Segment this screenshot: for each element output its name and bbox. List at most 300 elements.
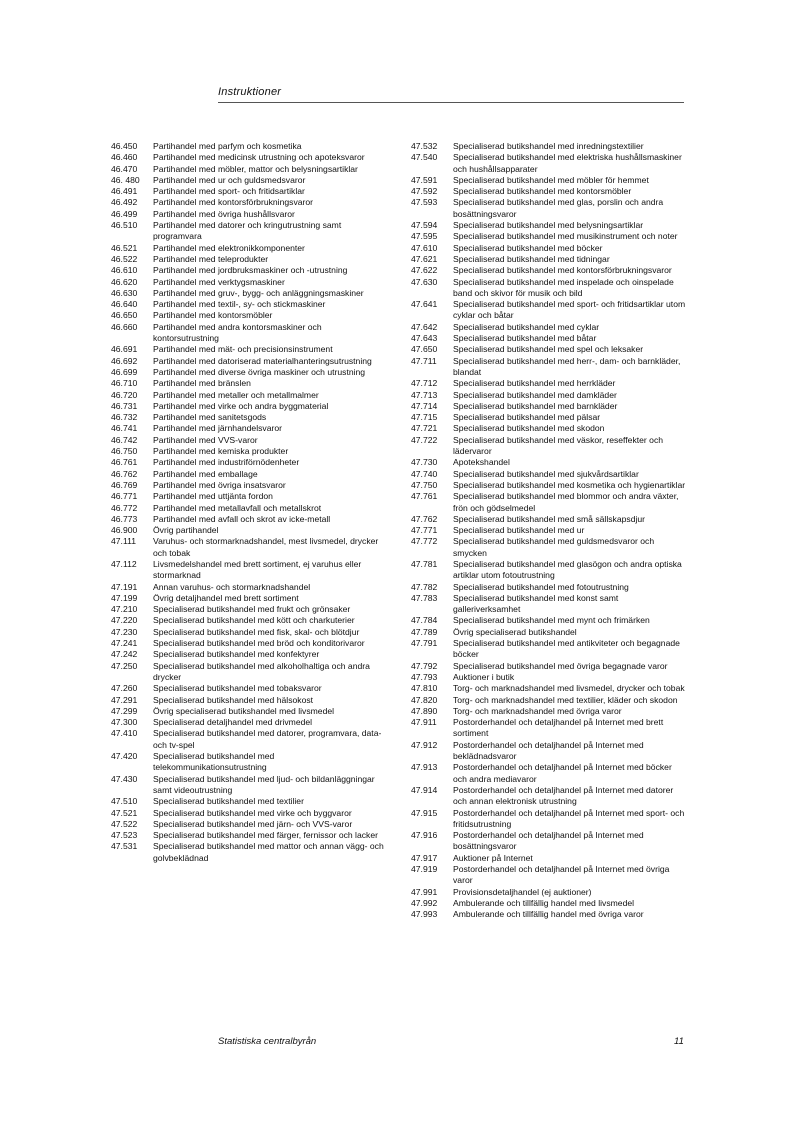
entry-description: Partihandel med diverse övriga maskiner och utrustning <box>153 366 366 377</box>
code-entry <box>111 808 386 819</box>
entry-code: 46.522 <box>111 253 138 264</box>
entry-description: Partihandel med emballage <box>153 468 258 479</box>
entry-code: 47.722 <box>411 434 438 445</box>
code-entry <box>411 344 686 355</box>
code-entry <box>411 887 686 898</box>
entry-description: Partihandel med gruv-, bygg- och anläggningsmaskiner <box>153 287 364 298</box>
entry-description: Specialiserad butikshandel med barnkläder <box>453 400 618 411</box>
code-entry <box>111 446 386 457</box>
code-entry <box>111 243 386 254</box>
entry-code: 46.620 <box>111 276 138 287</box>
entry-description: Varuhus- och stormarknadshandel, mest livsmedel, drycker och tobak <box>153 536 379 558</box>
entry-code: 47.622 <box>411 265 438 276</box>
code-entry <box>111 593 386 604</box>
entry-code: 46.460 <box>111 152 138 163</box>
entry-description: Specialiserad butikshandel med damkläder <box>453 389 617 400</box>
code-entry <box>111 604 386 615</box>
code-entry <box>411 254 686 265</box>
entry-code: 47.650 <box>411 344 438 355</box>
entry-description: Specialiserad butikshandel med fotoutrustning <box>453 581 629 592</box>
entry-code: 46.470 <box>111 163 138 174</box>
entry-description: Annan varuhus- och stormarknadshandel <box>153 581 311 592</box>
code-entry <box>111 141 386 152</box>
code-entry <box>411 186 686 197</box>
entry-description: Specialiserad butikshandel med blommor och andra växter, frön och gödselmedel <box>453 491 679 513</box>
entry-code: 47.715 <box>411 412 438 423</box>
entry-description: Specialiserad butikshandel med skodon <box>453 423 605 434</box>
entry-code: 46.741 <box>111 423 138 434</box>
entry-description: Postorderhandel och detaljhandel på Internet med brett sortiment <box>453 717 664 739</box>
code-entry <box>111 265 386 276</box>
code-entry <box>111 356 386 367</box>
entry-description: Specialiserad butikshandel med bröd och konditorivaror <box>153 638 365 649</box>
page-title: Instruktioner <box>218 86 282 98</box>
entry-code: 47.642 <box>411 321 438 332</box>
code-entry <box>411 740 686 763</box>
entry-description: Provisionsdetaljhandel (ej auktioner) <box>453 886 592 897</box>
code-entry <box>111 412 386 423</box>
entry-code: 47.913 <box>411 762 438 773</box>
entry-description: Partihandel med avfall och skrot av icke-metall <box>153 513 331 524</box>
entry-description: Specialiserad butikshandel med inredningstextilier <box>453 141 644 151</box>
code-entry <box>111 683 386 694</box>
code-entry <box>411 695 686 706</box>
entry-code: 46.710 <box>111 378 138 389</box>
entry-description: Partihandel med virke och andra byggmaterial <box>153 400 329 411</box>
entry-description: Specialiserad butikshandel med järn- och VVS-varor <box>153 818 353 829</box>
entry-code: 46.692 <box>111 355 138 366</box>
entry-code: 47.191 <box>111 581 138 592</box>
entry-code: 47.112 <box>111 558 137 569</box>
code-entry <box>111 841 386 864</box>
entry-description: Postorderhandel och detaljhandel på Internet med böcker och andra mediavaror <box>453 762 672 784</box>
entry-code: 47.523 <box>111 830 138 841</box>
code-entry <box>411 661 686 672</box>
entry-description: Specialiserad butikshandel med textilier <box>153 796 304 807</box>
code-entry <box>411 412 686 423</box>
code-entry <box>111 582 386 593</box>
entry-description: Partihandel med mät- och precisionsinstrument <box>153 344 333 355</box>
code-entry <box>411 231 686 242</box>
entry-code: 46.742 <box>111 434 138 445</box>
code-entry <box>111 164 386 175</box>
entry-code: 47.993 <box>411 909 438 920</box>
entry-code: 47.199 <box>111 592 138 603</box>
code-entry <box>111 469 386 480</box>
code-entry <box>111 209 386 220</box>
entry-code: 47.915 <box>411 807 438 818</box>
entry-code: 46.450 <box>111 141 138 151</box>
entry-description: Specialiserad butikshandel med sjukvårdsartiklar <box>453 468 639 479</box>
code-entry <box>411 175 686 186</box>
entry-code: 46.640 <box>111 299 138 310</box>
entry-code: 47.430 <box>111 773 138 784</box>
code-entry <box>111 796 386 807</box>
entry-code: 46.732 <box>111 412 138 423</box>
entry-code: 47.531 <box>111 841 138 852</box>
entry-description: Partihandel med medicinsk utrustning och apoteksvaror <box>153 152 365 163</box>
entry-description: Specialiserad butikshandel med möbler för hemmet <box>453 174 649 185</box>
code-entry <box>411 638 686 661</box>
entry-code: 47.793 <box>411 671 438 682</box>
entry-description: Partihandel med andra kontorsmaskiner och kontorsutrustning <box>153 321 322 344</box>
entry-code: 47.771 <box>411 525 438 536</box>
entry-description: Övrig specialiserad butikshandel med livsmedel <box>153 705 335 716</box>
code-entry <box>411 322 686 333</box>
entry-description: Övrig partihandel <box>153 525 219 536</box>
entry-description: Specialiserad butikshandel med böcker <box>453 242 603 253</box>
code-entry <box>411 480 686 491</box>
entry-code: 47.621 <box>411 253 438 264</box>
code-entry <box>411 717 686 740</box>
entry-code: 46.660 <box>111 321 138 332</box>
entry-code: 47.772 <box>411 536 438 547</box>
entry-description: Partihandel med sanitetsgods <box>153 412 267 423</box>
entry-description: Specialiserad butikshandel med datorer, programvara, data- och tv-spel <box>153 728 382 750</box>
entry-code: 47.711 <box>411 355 437 366</box>
entry-description: Livsmedelshandel med brett sortiment, ej varuhus eller stormarknad <box>153 558 362 581</box>
code-entry <box>411 457 686 468</box>
entry-code: 46.492 <box>111 197 138 208</box>
entry-code: 47.630 <box>411 276 438 287</box>
entry-code: 47.230 <box>111 626 138 637</box>
code-entry <box>411 243 686 254</box>
entry-description: Specialiserad butikshandel med virke och byggvaror <box>153 807 352 818</box>
entry-description: Partihandel med jordbruksmaskiner och -utrustning <box>153 265 348 276</box>
entry-code: 47.992 <box>411 897 438 908</box>
code-entry <box>411 356 686 379</box>
entry-description: Specialiserad butikshandel med ljud- och bildanläggningar samt videoutrustning <box>153 773 375 795</box>
code-entry <box>411 333 686 344</box>
entry-code: 47.291 <box>111 694 138 705</box>
code-entry <box>411 401 686 412</box>
entry-code: 47.761 <box>411 491 438 502</box>
code-entry <box>111 514 386 525</box>
entry-description: Specialiserad butikshandel med pälsar <box>453 412 601 423</box>
entry-description: Partihandel med industriförnödenheter <box>153 457 300 468</box>
code-entry <box>111 367 386 378</box>
entry-description: Partihandel med kontorsmöbler <box>153 310 273 321</box>
entry-description: Torg- och marknadshandel med livsmedel, drycker och tobak <box>453 683 685 694</box>
entry-code: 47.532 <box>411 141 438 151</box>
entry-code: 47.610 <box>411 242 438 253</box>
entry-description: Specialiserad butikshandel med övriga begagnade varor <box>453 660 668 671</box>
entry-description: Specialiserad butikshandel med guldsmedsvaror och smycken <box>453 536 655 558</box>
code-entry <box>111 457 386 468</box>
code-entry <box>411 220 686 231</box>
code-entry <box>411 593 686 616</box>
code-entry <box>111 175 386 186</box>
code-entry <box>411 536 686 559</box>
code-entry <box>111 717 386 728</box>
code-entry <box>411 830 686 853</box>
entry-description: Partihandel med möbler, mattor och belysningsartiklar <box>153 163 358 174</box>
code-entry <box>111 288 386 299</box>
entry-description: Partihandel med kontorsförbrukningsvaror <box>153 197 314 208</box>
entry-description: Partihandel med uttjänta fordon <box>153 491 273 502</box>
code-entry <box>111 830 386 841</box>
entry-description: Specialiserad butikshandel med spel och leksaker <box>453 344 644 355</box>
entry-code: 46.699 <box>111 366 138 377</box>
code-entry <box>411 853 686 864</box>
code-entry <box>411 559 686 582</box>
entry-description: Specialiserad butikshandel med alkoholhaltiga och andra drycker <box>153 660 370 682</box>
code-entry <box>411 808 686 831</box>
entry-code: 46.750 <box>111 446 138 457</box>
entry-description: Postorderhandel och detaljhandel på Internet med beklädnadsvaror <box>453 739 644 762</box>
entry-description: Auktioner i butik <box>453 671 515 682</box>
code-entry <box>411 197 686 220</box>
entry-code: 47.210 <box>111 604 138 615</box>
entry-description: Partihandel med sport- och fritidsartiklar <box>153 186 305 197</box>
entry-description: Specialiserad butikshandel med elektriska hushållsmaskiner och hushållsapparater <box>453 152 682 174</box>
footer-publisher: Statistiska centralbyrån <box>218 1036 317 1047</box>
entry-description: Torg- och marknadshandel med övriga varor <box>453 705 622 716</box>
entry-code: 46.900 <box>111 525 138 536</box>
entry-description: Apotekshandel <box>453 457 510 468</box>
entry-code: 47.783 <box>411 592 438 603</box>
entry-description: Postorderhandel och detaljhandel på Internet med sport- och fritidsutrustning <box>453 807 685 829</box>
left-code-column <box>111 141 386 864</box>
page-header <box>218 86 684 103</box>
entry-description: Partihandel med kemiska produkter <box>153 446 289 457</box>
entry-code: 46.773 <box>111 513 138 524</box>
entry-code: 46.731 <box>111 400 138 411</box>
code-entry <box>411 491 686 514</box>
entry-description: Partihandel med teleprodukter <box>153 253 269 264</box>
code-entry <box>411 152 686 175</box>
code-entry <box>111 695 386 706</box>
entry-code: 47.912 <box>411 739 438 750</box>
entry-code: 46.771 <box>111 491 138 502</box>
code-entry <box>111 152 386 163</box>
entry-description: Specialiserad butikshandel med hälsokost <box>153 694 314 705</box>
entry-code: 47.641 <box>411 299 438 310</box>
entry-description: Specialiserad butikshandel med belysningsartiklar <box>453 220 644 231</box>
entry-code: 47.791 <box>411 638 438 649</box>
entry-code: 46.761 <box>111 457 138 468</box>
entry-description: Specialiserad butikshandel med tidningar <box>453 253 610 264</box>
entry-description: Specialiserad butikshandel med mattor och annan vägg- och golvbeklädnad <box>153 841 384 863</box>
entry-description: Specialiserad butikshandel med sport- och fritidsartiklar utom cyklar och båtar <box>453 299 686 321</box>
right-code-column <box>411 141 686 920</box>
entry-description: Partihandel med bränslen <box>153 378 251 389</box>
code-entry <box>111 559 386 582</box>
entry-code: 46.691 <box>111 344 138 355</box>
code-entry <box>411 909 686 920</box>
entry-code: 46.630 <box>111 287 138 298</box>
entry-code: 46.762 <box>111 468 138 479</box>
entry-description: Specialiserad butikshandel med konst samt galleriverksamhet <box>453 592 619 615</box>
code-entry <box>111 491 386 502</box>
entry-code: 47.643 <box>411 333 438 344</box>
entry-description: Partihandel med verktygsmaskiner <box>153 276 285 287</box>
code-entry <box>111 728 386 751</box>
code-entry <box>111 503 386 514</box>
entry-description: Partihandel med övriga insatsvaror <box>153 479 286 490</box>
entry-code: 47.521 <box>111 807 138 818</box>
code-entry <box>111 197 386 208</box>
entry-code: 47.220 <box>111 615 138 626</box>
entry-code: 47.510 <box>111 796 138 807</box>
entry-code: 47.781 <box>411 558 438 569</box>
entry-description: Partihandel med ur och guldsmedsvaror <box>153 174 306 185</box>
entry-code: 47.784 <box>411 615 438 626</box>
entry-code: 47.740 <box>411 468 438 479</box>
entry-description: Övrig detaljhandel med brett sortiment <box>153 592 299 603</box>
entry-description: Specialiserad butikshandel med glasögon och andra optiska artiklar utom fotoutrustning <box>453 558 682 581</box>
entry-code: 46.769 <box>111 479 138 490</box>
code-entry <box>111 525 386 536</box>
code-entry <box>411 469 686 480</box>
entry-description: Ambulerande och tillfällig handel med övriga varor <box>453 909 644 920</box>
entry-code: 47.917 <box>411 852 438 863</box>
entry-code: 46.521 <box>111 242 138 253</box>
code-entry <box>411 672 686 683</box>
code-entry <box>111 638 386 649</box>
code-entry <box>411 785 686 808</box>
code-entry <box>411 141 686 152</box>
entry-code: 46.610 <box>111 265 138 276</box>
entry-code: 47.919 <box>411 864 438 874</box>
entry-code: 46.491 <box>111 186 138 197</box>
code-entry <box>111 401 386 412</box>
entry-code: 47.595 <box>411 231 438 242</box>
entry-code: 47.299 <box>111 705 138 716</box>
entry-description: Specialiserad butikshandel med kött och charkuterier <box>153 615 355 626</box>
page-number: 11 <box>674 1036 684 1047</box>
entry-code: 47.410 <box>111 728 138 739</box>
entry-code: 47.782 <box>411 581 438 592</box>
entry-code: 47.540 <box>411 152 438 163</box>
entry-code: 47.111 <box>111 536 137 547</box>
entry-code: 47.911 <box>411 717 437 728</box>
entry-code: 47.789 <box>411 626 438 637</box>
entry-description: Partihandel med datorer och kringutrustning samt programvara <box>153 220 342 242</box>
entry-description: Specialiserad butikshandel med inspelade och oinspelade band och skivor för musik och bild <box>453 276 674 298</box>
entry-code: 47.714 <box>411 400 438 411</box>
entry-code: 47.592 <box>411 186 438 197</box>
code-entry <box>111 220 386 243</box>
code-entry <box>111 435 386 446</box>
entry-code: 47.730 <box>411 457 438 468</box>
code-entry <box>411 277 686 300</box>
code-entry <box>111 615 386 626</box>
entry-description: Partihandel med datoriserad materialhanteringsutrustning <box>153 355 372 366</box>
code-entry <box>111 536 386 559</box>
code-entry <box>111 299 386 310</box>
entry-description: Specialiserad butikshandel med tobaksvaror <box>153 683 322 694</box>
code-entry <box>411 582 686 593</box>
code-entry <box>111 277 386 288</box>
code-entry <box>411 423 686 434</box>
entry-code: 47.713 <box>411 389 438 400</box>
entry-description: Partihandel med parfym och kosmetika <box>153 141 302 151</box>
entry-code: 47.300 <box>111 717 138 728</box>
entry-description: Ambulerande och tillfällig handel med livsmedel <box>453 897 635 908</box>
entry-code: 47.260 <box>111 683 138 694</box>
code-entry <box>111 310 386 321</box>
entry-description: Specialiserad detaljhandel med drivmedel <box>153 717 313 728</box>
entry-description: Specialiserad butikshandel med väskor, reseffekter och lädervaror <box>453 434 664 457</box>
code-entry <box>411 265 686 276</box>
code-entry <box>111 751 386 774</box>
entry-description: Specialiserad butikshandel med herr-, dam- och barnkläder, blandat <box>453 355 681 377</box>
entry-description: Specialiserad butikshandel med kontorsförbrukningsvaror <box>453 265 672 276</box>
entry-description: Partihandel med elektronikkomponenter <box>153 242 305 253</box>
entry-description: Partihandel med metallavfall och metallskrot <box>153 502 322 513</box>
code-entry <box>411 706 686 717</box>
entry-description: Partihandel med textil-, sy- och stickmaskiner <box>153 299 326 310</box>
entry-description: Specialiserad butikshandel med färger, fernissor och lacker <box>153 830 378 841</box>
code-entry <box>111 390 386 401</box>
code-entry <box>111 423 386 434</box>
entry-description: Specialiserad butikshandel med antikviteter och begagnade böcker <box>453 638 680 660</box>
code-entry <box>111 480 386 491</box>
entry-code: 47.593 <box>411 197 438 208</box>
entry-description: Partihandel med VVS-varor <box>153 434 258 445</box>
entry-code: 47.712 <box>411 378 438 389</box>
entry-description: Specialiserad butikshandel med cyklar <box>453 321 600 332</box>
entry-code: 47.721 <box>411 423 438 434</box>
entry-description: Specialiserad butikshandel med musikinstrument och noter <box>453 231 678 242</box>
entry-code: 47.522 <box>111 818 138 829</box>
code-entry <box>111 344 386 355</box>
entry-code: 47.914 <box>411 784 438 795</box>
code-entry <box>111 649 386 660</box>
entry-code: 46.650 <box>111 310 138 321</box>
entry-code: 47.792 <box>411 660 438 671</box>
entry-description: Torg- och marknadshandel med textilier, kläder och skodon <box>453 694 678 705</box>
code-entry <box>411 514 686 525</box>
entry-description: Postorderhandel och detaljhandel på Internet med datorer och annan elektronisk utrustning <box>453 784 674 807</box>
entry-code: 47.991 <box>411 886 438 897</box>
code-entry <box>111 378 386 389</box>
entry-description: Specialiserad butikshandel med telekommunikationsutrustning <box>153 751 275 773</box>
entry-code: 46.499 <box>111 208 138 219</box>
entry-code: 47.250 <box>111 660 138 671</box>
entry-code: 47.810 <box>411 683 438 694</box>
code-entry <box>411 762 686 785</box>
entry-description: Postorderhandel och detaljhandel på Internet med övriga varor <box>453 864 670 886</box>
entry-description: Partihandel med järnhandelsvaror <box>153 423 282 434</box>
code-entry <box>411 683 686 694</box>
entry-description: Specialiserad butikshandel med herrkläder <box>453 378 616 389</box>
entry-description: Specialiserad butikshandel med båtar <box>453 333 597 344</box>
entry-description: Auktioner på Internet <box>453 852 533 863</box>
code-entry <box>411 435 686 458</box>
code-entry <box>411 615 686 626</box>
entry-code: 47.591 <box>411 174 438 185</box>
code-entry <box>111 661 386 684</box>
code-entry <box>411 627 686 638</box>
entry-code: 47.242 <box>111 649 138 660</box>
code-entry <box>411 378 686 389</box>
code-entry <box>411 898 686 909</box>
entry-code: 47.594 <box>411 220 438 231</box>
entry-code: 46. 480 <box>111 174 140 185</box>
code-entry <box>111 706 386 717</box>
entry-code: 46.510 <box>111 220 138 231</box>
entry-description: Specialiserad butikshandel med kontorsmöbler <box>453 186 632 197</box>
entry-code: 46.720 <box>111 389 138 400</box>
entry-description: Specialiserad butikshandel med kosmetika och hygienartiklar <box>453 479 686 490</box>
code-entry <box>111 322 386 345</box>
entry-code: 47.762 <box>411 513 438 524</box>
code-entry <box>411 864 686 887</box>
entry-code: 47.890 <box>411 705 438 716</box>
entry-description: Specialiserad butikshandel med konfektyrer <box>153 649 320 660</box>
